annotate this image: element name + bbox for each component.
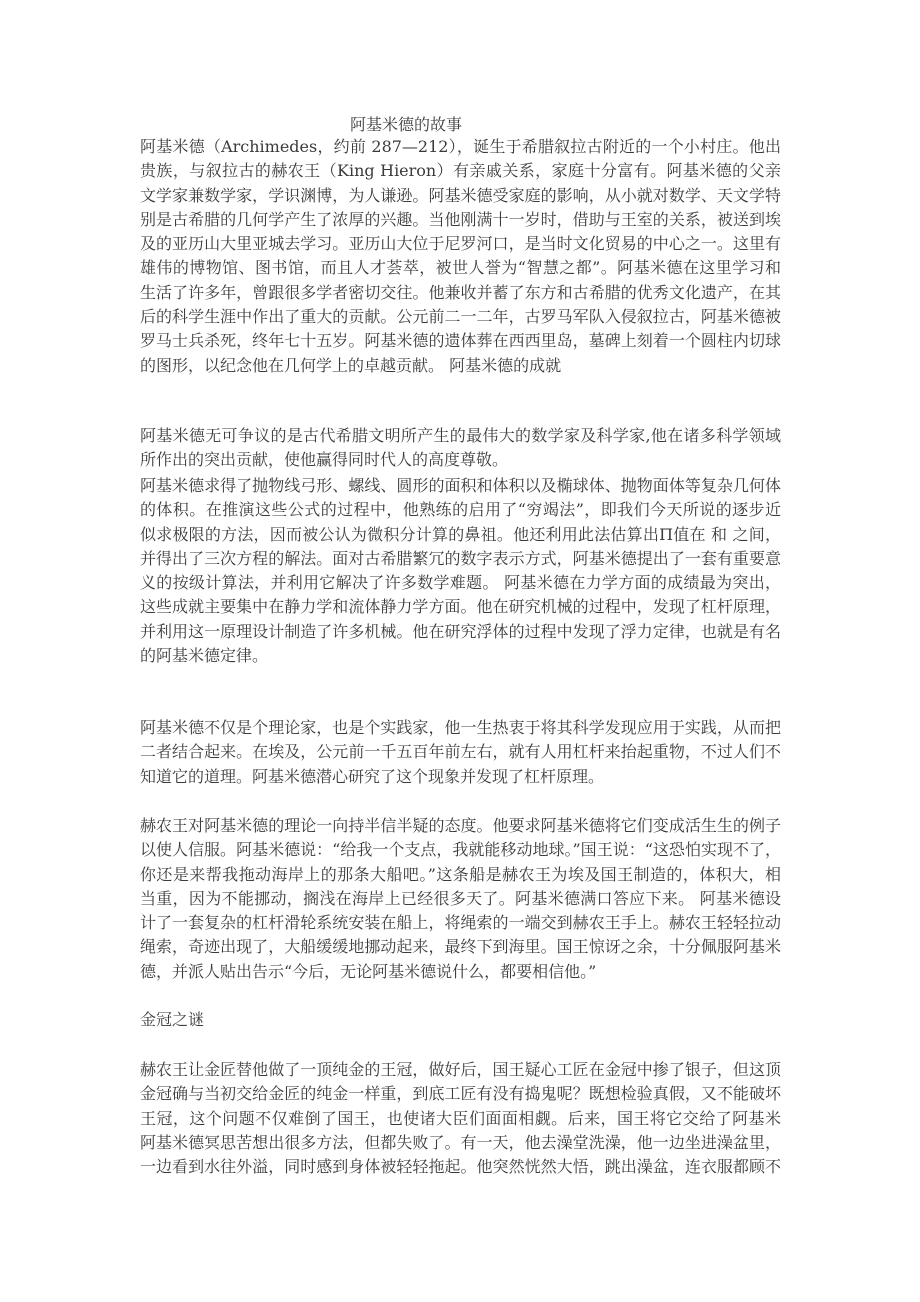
text-line: 贵族，与叙拉古的赫农王（King Hieron）有亲戚关系，家庭十分富有。阿基米德的父亲 xyxy=(140,161,781,181)
text-line: 的阿基米德定律。 xyxy=(140,646,269,666)
text-line: 一边看到水往外溢，同时感到身体被轻轻拖起。他突然恍然大悟，跳出澡盆，连衣服都顾不 xyxy=(140,1157,781,1177)
document-title: 阿基米德的故事 xyxy=(350,115,463,134)
text-line: 似求极限的方法，因而被公认为微积分计算的鼻祖。他还利用此法估算出Π值在 和 之间， xyxy=(140,524,781,544)
text-line: 金冠确与当初交给金匠的纯金一样重，到底工匠有没有捣鬼呢？既想检验真假，又不能破坏 xyxy=(140,1084,781,1104)
paragraph xyxy=(140,716,781,789)
text-line: 赫农王对阿基米德的理论一向持半信半疑的态度。他要求阿基米德将它们变成活生生的例子 xyxy=(140,816,781,835)
text-line: 阿基米德冥思苦想出很多方法，但都失败了。有一天，他去澡堂洗澡，他一边坐进澡盆里， xyxy=(140,1132,781,1152)
text-line: 赫农王让金匠替他做了一顶纯金的王冠，做好后，国王疑心工匠在金冠中掺了银子，但这顶 xyxy=(140,1060,781,1079)
text-line: 计了一套复杂的杠杆滑轮系统安装在船上，将绳索的一端交到赫农王手上。赫农王轻轻拉动 xyxy=(140,913,781,933)
text-line: 这些成就主要集中在静力学和流体静力学方面。他在研究机械的过程中，发现了杠杆原理， xyxy=(140,597,781,617)
text-line: 罗马士兵杀死，终年七十五岁。阿基米德的遗体葬在西西里岛，墓碑上刻着一个圆柱内切球 xyxy=(140,331,781,351)
text-line: 阿基米德（Archimedes，约前 287—212），诞生于希腊叙拉古附近的一个小村庄。他出 xyxy=(140,137,781,156)
text-line: 德，并派人贴出告示“今后，无论阿基米德说什么，都要相信他。” xyxy=(140,961,597,981)
text-line: 阿基米德无可争议的是古代希腊文明所产生的最伟大的数学家及科学家,他在诸多科学领域 xyxy=(140,426,781,445)
text-line: 金冠之谜 xyxy=(140,1010,205,1029)
paragraph xyxy=(140,474,781,668)
text-line: 及的亚历山大里亚城去学习。亚历山大位于尼罗河口，是当时文化贸易的中心之一。这里有 xyxy=(140,234,781,254)
paragraph xyxy=(140,424,781,473)
text-line: 别是古希腊的几何学产生了浓厚的兴趣。当他刚满十一岁时，借助与王室的关系，被送到埃 xyxy=(140,209,781,229)
text-line: 以使人信服。阿基米德说：“给我一个支点，我就能移动地球。”国王说：“这恐怕实现不了， xyxy=(140,840,781,860)
text-line: 你还是来帮我拖动海岸上的那条大船吧。”这条船是赫农王为埃及国王制造的，体积大，相 xyxy=(140,864,781,884)
text-line: 后的科学生涯中作出了重大的贡献。公元前二一二年，古罗马军队入侵叙拉古，阿基米德被 xyxy=(140,307,781,327)
text-line: 的图形，以纪念他在几何学上的卓越贡献。 阿基米德的成就 xyxy=(140,355,562,375)
text-line: 当重，因为不能挪动，搁浅在海岸上已经很多天了。阿基米德满口答应下来。 阿基米德设 xyxy=(140,888,781,908)
text-line: 的体积。在推演这些公式的过程中，他熟练的启用了“穷竭法”，即我们今天所说的逐步近 xyxy=(140,500,781,520)
text-line: 王冠，这个问题不仅难倒了国王，也使诸大臣们面面相觑。后来，国王将它交给了阿基米 xyxy=(140,1108,781,1128)
text-line: 义的按级计算法，并利用它解决了许多数学难题。 阿基米德在力学方面的成绩最为突出， xyxy=(140,573,781,593)
text-line: 并得出了三次方程的解法。面对古希腊繁冗的数字表示方式，阿基米德提出了一套有重要意 xyxy=(140,548,781,568)
text-line: 并利用这一原理设计制造了许多机械。他在研究浮体的过程中发现了浮力定律，也就是有名 xyxy=(140,621,781,641)
text-line: 文学家兼数学家，学识渊博，为人谦逊。阿基米德受家庭的影响，从小就对数学、天文学特 xyxy=(140,185,781,205)
paragraph xyxy=(140,814,781,984)
text-line: 雄伟的博物馆、图书馆，而且人才荟萃，被世人誉为“智慧之都”。阿基米德在这里学习和 xyxy=(140,258,781,278)
text-line: 生活了许多年，曾跟很多学者密切交往。他兼收并蓄了东方和古希腊的优秀文化遗产，在其 xyxy=(140,282,781,302)
paragraph xyxy=(140,135,781,378)
text-line: 阿基米德不仅是个理论家，也是个实践家，他一生热衷于将其科学发现应用于实践，从而把 xyxy=(140,718,781,737)
text-line: 所作出的突出贡献，使他赢得同时代人的高度尊敬。 xyxy=(140,450,509,470)
text-line: 二者结合起来。在埃及，公元前一千五百年前左右，就有人用杠杆来抬起重物，不过人们不 xyxy=(140,742,781,762)
text-line: 阿基米德求得了抛物线弓形、螺线、圆形的面积和体积以及椭球体、抛物面体等复杂几何体 xyxy=(140,476,781,495)
section-heading xyxy=(140,1008,781,1032)
paragraph xyxy=(140,1058,781,1179)
text-line: 知道它的道理。阿基米德潜心研究了这个现象并发现了杠杆原理。 xyxy=(140,766,605,786)
text-line: 绳索，奇迹出现了，大船缓缓地挪动起来，最终下到海里。国王惊讶之余，十分佩服阿基米 xyxy=(140,937,781,957)
